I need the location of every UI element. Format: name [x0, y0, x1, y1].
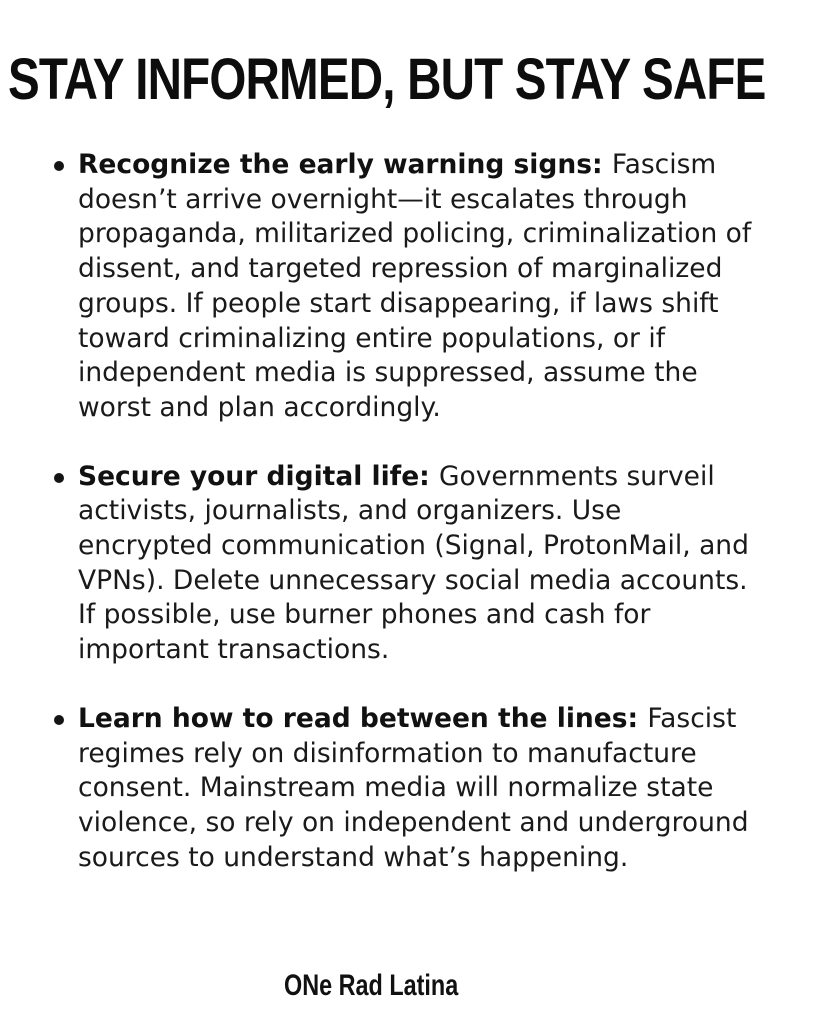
bullet-dot-icon: [54, 473, 64, 483]
bullet-text: Fascist regimes rely on disinformation to manufacture consent. Mainstream media will normalize state violence, so rely on independent and underground sources to understand what’s happening.: [78, 702, 749, 873]
bullet-text: Fascism doesn’t arrive overnight—it escalates through propaganda, militarized policing, criminalization of dissent, and targeted repression of marginalized groups. If people start disappearing, if laws shift toward criminalizing entire populations, or if independent media is suppressed, assume the worst and plan accordingly.: [78, 149, 752, 423]
author-credit: ONe Rad Latina: [284, 969, 459, 1002]
bullet-heading: Secure your digital life:: [78, 460, 439, 492]
page-title: STAY INFORMED, BUT STAY SAFE: [8, 47, 766, 112]
bullet-early-warning-signs: [52, 148, 752, 426]
bullet-text: Governments surveil activists, journalists, and organizers. Use encrypted communication (Signal, ProtonMail, and VPNs). Delete unnecessary social media accounts. If possible, use burner phones and cash for important transactions.: [78, 460, 749, 666]
bullet-dot-icon: [54, 161, 64, 171]
bullet-read-between-lines: [52, 702, 752, 876]
bullet-heading: Learn how to read between the lines:: [78, 702, 648, 734]
bullet-list: [52, 148, 752, 875]
bullet-secure-digital-life: [52, 460, 752, 668]
bullet-dot-icon: [54, 715, 64, 725]
bullet-heading: Recognize the early warning signs:: [78, 149, 612, 180]
